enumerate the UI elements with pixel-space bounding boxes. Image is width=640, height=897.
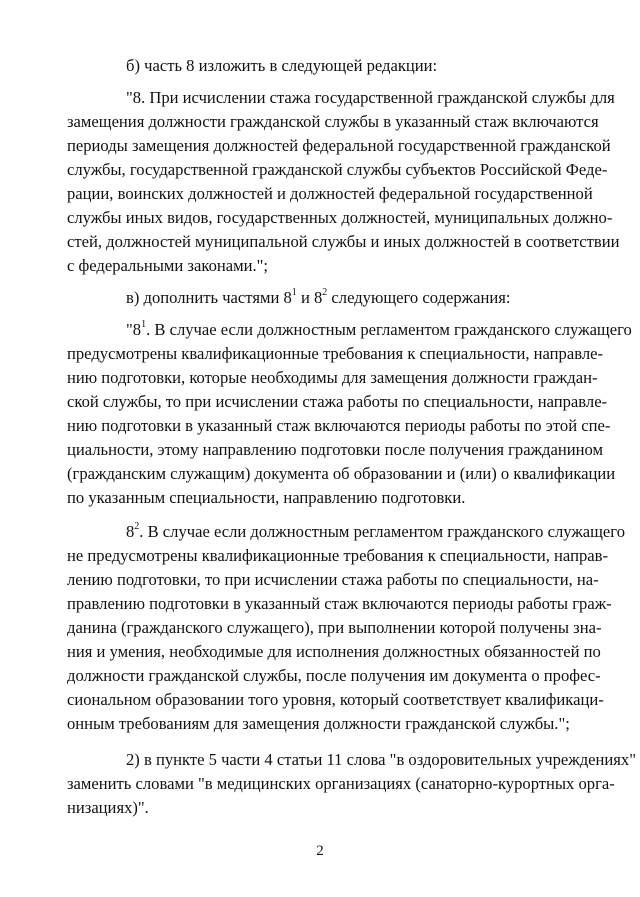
text-line: ской службы, то при исчислении стажа работы по специальности, направле- xyxy=(67,392,608,411)
text-line: б) часть 8 изложить в следующей редакции: xyxy=(126,56,438,75)
text-line: предусмотрены квалификационные требования к специальности, направле- xyxy=(67,344,603,363)
text-line: 2) в пункте 5 части 4 статьи 11 слова "в оздоровительных учреждениях" xyxy=(126,750,637,769)
text-line: $8^2$. В случае если должностным регламентом гражданского служащего xyxy=(126,521,625,541)
text-line: нию подготовки в указанный стаж включаются периоды работы по этой спе- xyxy=(67,416,611,435)
text-line: службы иных видов, государственных должностей, муниципальных должно- xyxy=(67,208,613,227)
text-line: должности гражданской службы, после получения им документа о профес- xyxy=(67,666,601,685)
text-line: правлению подготовки в указанный стаж включаются периоды работы граж- xyxy=(67,594,612,613)
text-line: службы, государственной гражданской службы субъектов Российской Феде- xyxy=(67,160,608,179)
text-line: данина (гражданского служащего), при выполнении которой получены зна- xyxy=(67,618,602,637)
text-line: нию подготовки, которые необходимы для замещения должности граждан- xyxy=(67,368,598,387)
text-line: рации, воинских должностей и должностей федеральной государственной xyxy=(67,184,593,203)
text-line: (гражданским служащим) документа об образовании и (или) о квалификации xyxy=(67,464,616,483)
text-line: "8. При исчислении стажа государственной гражданской службы для xyxy=(126,88,615,107)
text-line: ния и умения, необходимые для исполнения должностных обязанностей по xyxy=(67,642,601,661)
text-line: низациях)". xyxy=(67,798,149,817)
text-line: с федеральными законами."; xyxy=(67,256,269,275)
text-line: сиональном образовании того уровня, который соответствует квалификаци- xyxy=(67,690,604,709)
text-line: по указанным специальности, направлению подготовки. xyxy=(67,488,466,507)
text-line: "$8^1$. В случае если должностным регламентом гражданского служащего xyxy=(126,319,632,339)
text-line: стей, должностей муниципальной службы и иных должностей в соответствии xyxy=(67,232,620,251)
text-line: заменить словами "в медицинских организациях (санаторно-курортных орга- xyxy=(67,774,615,793)
text-line: онным требованиям для замещения должности гражданской службы."; xyxy=(67,714,570,733)
text-line: замещения должности гражданской службы в указанный стаж включаются xyxy=(67,112,599,131)
page-number: 2 xyxy=(316,843,324,859)
text-line: циальности, этому направлению подготовки после получения гражданином xyxy=(67,440,603,459)
text-line: не предусмотрены квалификационные требования к специальности, направ- xyxy=(67,546,608,565)
text-line: в) дополнить частями $8^1$ и $8^2$ следующего содержания: xyxy=(126,287,511,307)
text-line: периоды замещения должностей федеральной государственной гражданской xyxy=(67,136,611,155)
text-line: лению подготовки, то при исчислении стажа работы по специальности, на- xyxy=(67,570,599,589)
